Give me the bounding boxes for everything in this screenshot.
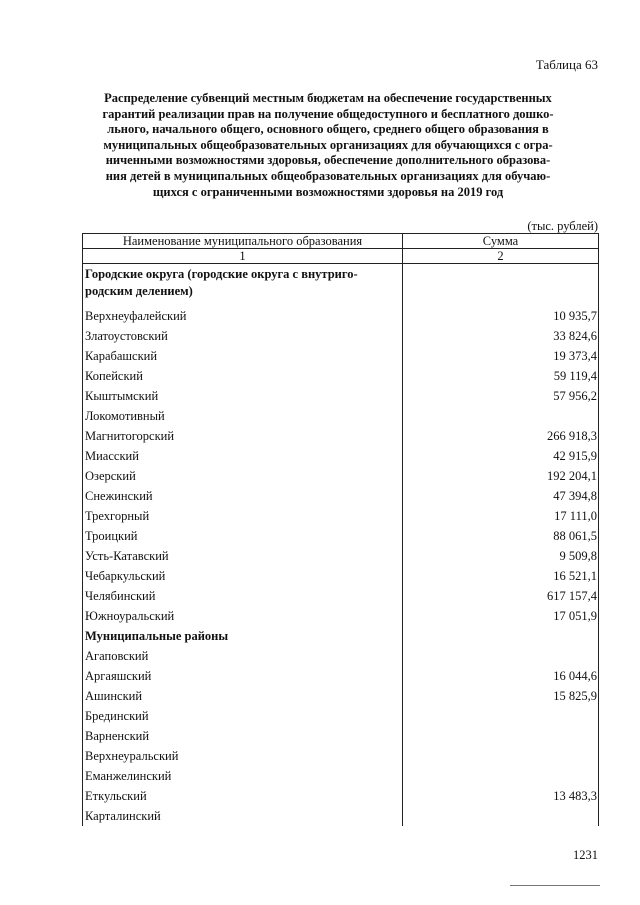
section-name-line: Муниципальные районы bbox=[85, 629, 229, 643]
table-row bbox=[83, 726, 599, 746]
table-row bbox=[83, 326, 599, 346]
amount-cell bbox=[403, 766, 599, 786]
municipality-name: Карабашский bbox=[83, 346, 403, 366]
amount-cell bbox=[403, 726, 599, 746]
column-number-2: 2 bbox=[403, 249, 599, 264]
section-name-line: Городские округа (городские округа с внутриго- bbox=[85, 267, 358, 281]
title-line: Распределение субвенций местным бюджетам на обеспечение государственных bbox=[104, 91, 552, 105]
table-row bbox=[83, 766, 599, 786]
table-body bbox=[83, 264, 599, 827]
amount-cell: 617 157,4 bbox=[403, 586, 599, 606]
section-name bbox=[83, 626, 403, 646]
title-line: гарантий реализации прав на получение общедоступного и бесплатного дошко- bbox=[102, 106, 554, 121]
table-row bbox=[83, 666, 599, 686]
amount-cell: 192 204,1 bbox=[403, 466, 599, 486]
header-row bbox=[83, 234, 599, 249]
amount-cell bbox=[403, 706, 599, 726]
amount-cell bbox=[403, 264, 599, 307]
title-line: ния детей в муниципальных общеобразовательных организациях для обучаю- bbox=[105, 168, 551, 183]
units-label: (тыс. рублей) bbox=[527, 219, 598, 233]
table-row bbox=[83, 546, 599, 566]
table-row bbox=[83, 526, 599, 546]
table-row bbox=[83, 566, 599, 586]
municipality-name: Усть-Катавский bbox=[83, 546, 403, 566]
municipality-name: Еманжелинский bbox=[83, 766, 403, 786]
amount-cell: 57 956,2 bbox=[403, 386, 599, 406]
municipality-name: Миасский bbox=[83, 446, 403, 466]
amount-cell bbox=[403, 646, 599, 666]
table-row bbox=[83, 306, 599, 326]
table-row bbox=[83, 706, 599, 726]
section-row bbox=[83, 626, 599, 646]
column-number-row bbox=[83, 249, 599, 264]
amount-cell: 13 483,3 bbox=[403, 786, 599, 806]
column-number-1: 1 bbox=[83, 249, 403, 264]
municipality-name: Южноуральский bbox=[83, 606, 403, 626]
municipality-name: Кыштымский bbox=[83, 386, 403, 406]
amount-cell: 19 373,4 bbox=[403, 346, 599, 366]
title-line: ниченными возможностями здоровья, обеспечение дополнительного образова- bbox=[105, 153, 551, 168]
municipality-name: Верхнеуральский bbox=[83, 746, 403, 766]
amount-cell bbox=[403, 806, 599, 826]
amount-cell: 17 051,9 bbox=[403, 606, 599, 626]
amount-cell bbox=[403, 626, 599, 646]
table-row bbox=[83, 586, 599, 606]
section-name bbox=[83, 264, 403, 307]
amount-cell bbox=[403, 746, 599, 766]
amount-cell: 33 824,6 bbox=[403, 326, 599, 346]
municipality-name: Чебаркульский bbox=[83, 566, 403, 586]
table-label: Таблица 63 bbox=[535, 57, 598, 72]
municipality-name: Троицкий bbox=[83, 526, 403, 546]
table-row bbox=[83, 806, 599, 826]
table-row bbox=[83, 746, 599, 766]
municipality-name: Верхнеуфалейский bbox=[83, 306, 403, 326]
municipality-name: Снежинский bbox=[83, 486, 403, 506]
table-row bbox=[83, 446, 599, 466]
table-row bbox=[83, 406, 599, 426]
municipality-name: Магнитогорский bbox=[83, 426, 403, 446]
title-line: муниципальных общеобразовательных организациях для обучающихся с огра- bbox=[103, 137, 553, 152]
table-row bbox=[83, 686, 599, 706]
amount-cell bbox=[403, 406, 599, 426]
amount-cell: 17 111,0 bbox=[403, 506, 599, 526]
document-title bbox=[78, 91, 578, 200]
municipality-name: Аргаяшский bbox=[83, 666, 403, 686]
table-row bbox=[83, 646, 599, 666]
municipality-name: Локомотивный bbox=[83, 406, 403, 426]
table-row bbox=[83, 606, 599, 626]
table-row bbox=[83, 346, 599, 366]
municipality-name: Челябинский bbox=[83, 586, 403, 606]
title-line: льного, начального общего, основного общего, среднего общего образования в bbox=[107, 122, 549, 137]
table-row bbox=[83, 366, 599, 386]
amount-cell: 16 521,1 bbox=[403, 566, 599, 586]
municipality-name: Копейский bbox=[83, 366, 403, 386]
amount-cell: 9 509,8 bbox=[403, 546, 599, 566]
page-number: 1231 bbox=[573, 848, 598, 862]
table-row bbox=[83, 486, 599, 506]
amount-cell: 47 394,8 bbox=[403, 486, 599, 506]
amount-cell: 16 044,6 bbox=[403, 666, 599, 686]
amount-cell: 42 915,9 bbox=[403, 446, 599, 466]
municipality-name: Трехгорный bbox=[83, 506, 403, 526]
header-name: Наименование муниципального образования bbox=[83, 234, 403, 249]
municipality-name: Карталинский bbox=[83, 806, 403, 826]
section-row bbox=[83, 264, 599, 307]
header-amount: Сумма bbox=[403, 234, 599, 249]
section-name-line: родским делением) bbox=[85, 284, 193, 298]
table-row bbox=[83, 386, 599, 406]
table-row bbox=[83, 786, 599, 806]
municipality-name: Ашинский bbox=[83, 686, 403, 706]
subsidy-table bbox=[82, 233, 599, 826]
table-row bbox=[83, 506, 599, 526]
municipality-name: Златоустовский bbox=[83, 326, 403, 346]
municipality-name: Агаповский bbox=[83, 646, 403, 666]
table-row bbox=[83, 466, 599, 486]
amount-cell: 10 935,7 bbox=[403, 306, 599, 326]
amount-cell: 15 825,9 bbox=[403, 686, 599, 706]
amount-cell: 59 119,4 bbox=[403, 366, 599, 386]
municipality-name: Еткульский bbox=[83, 786, 403, 806]
amount-cell: 88 061,5 bbox=[403, 526, 599, 546]
table-row bbox=[83, 426, 599, 446]
municipality-name: Брединский bbox=[83, 706, 403, 726]
amount-cell: 266 918,3 bbox=[403, 426, 599, 446]
municipality-name: Озерский bbox=[83, 466, 403, 486]
title-line: щихся с ограниченными возможностями здоровья на 2019 год bbox=[152, 184, 504, 199]
municipality-name: Варненский bbox=[83, 726, 403, 746]
footer-divider bbox=[510, 885, 600, 886]
